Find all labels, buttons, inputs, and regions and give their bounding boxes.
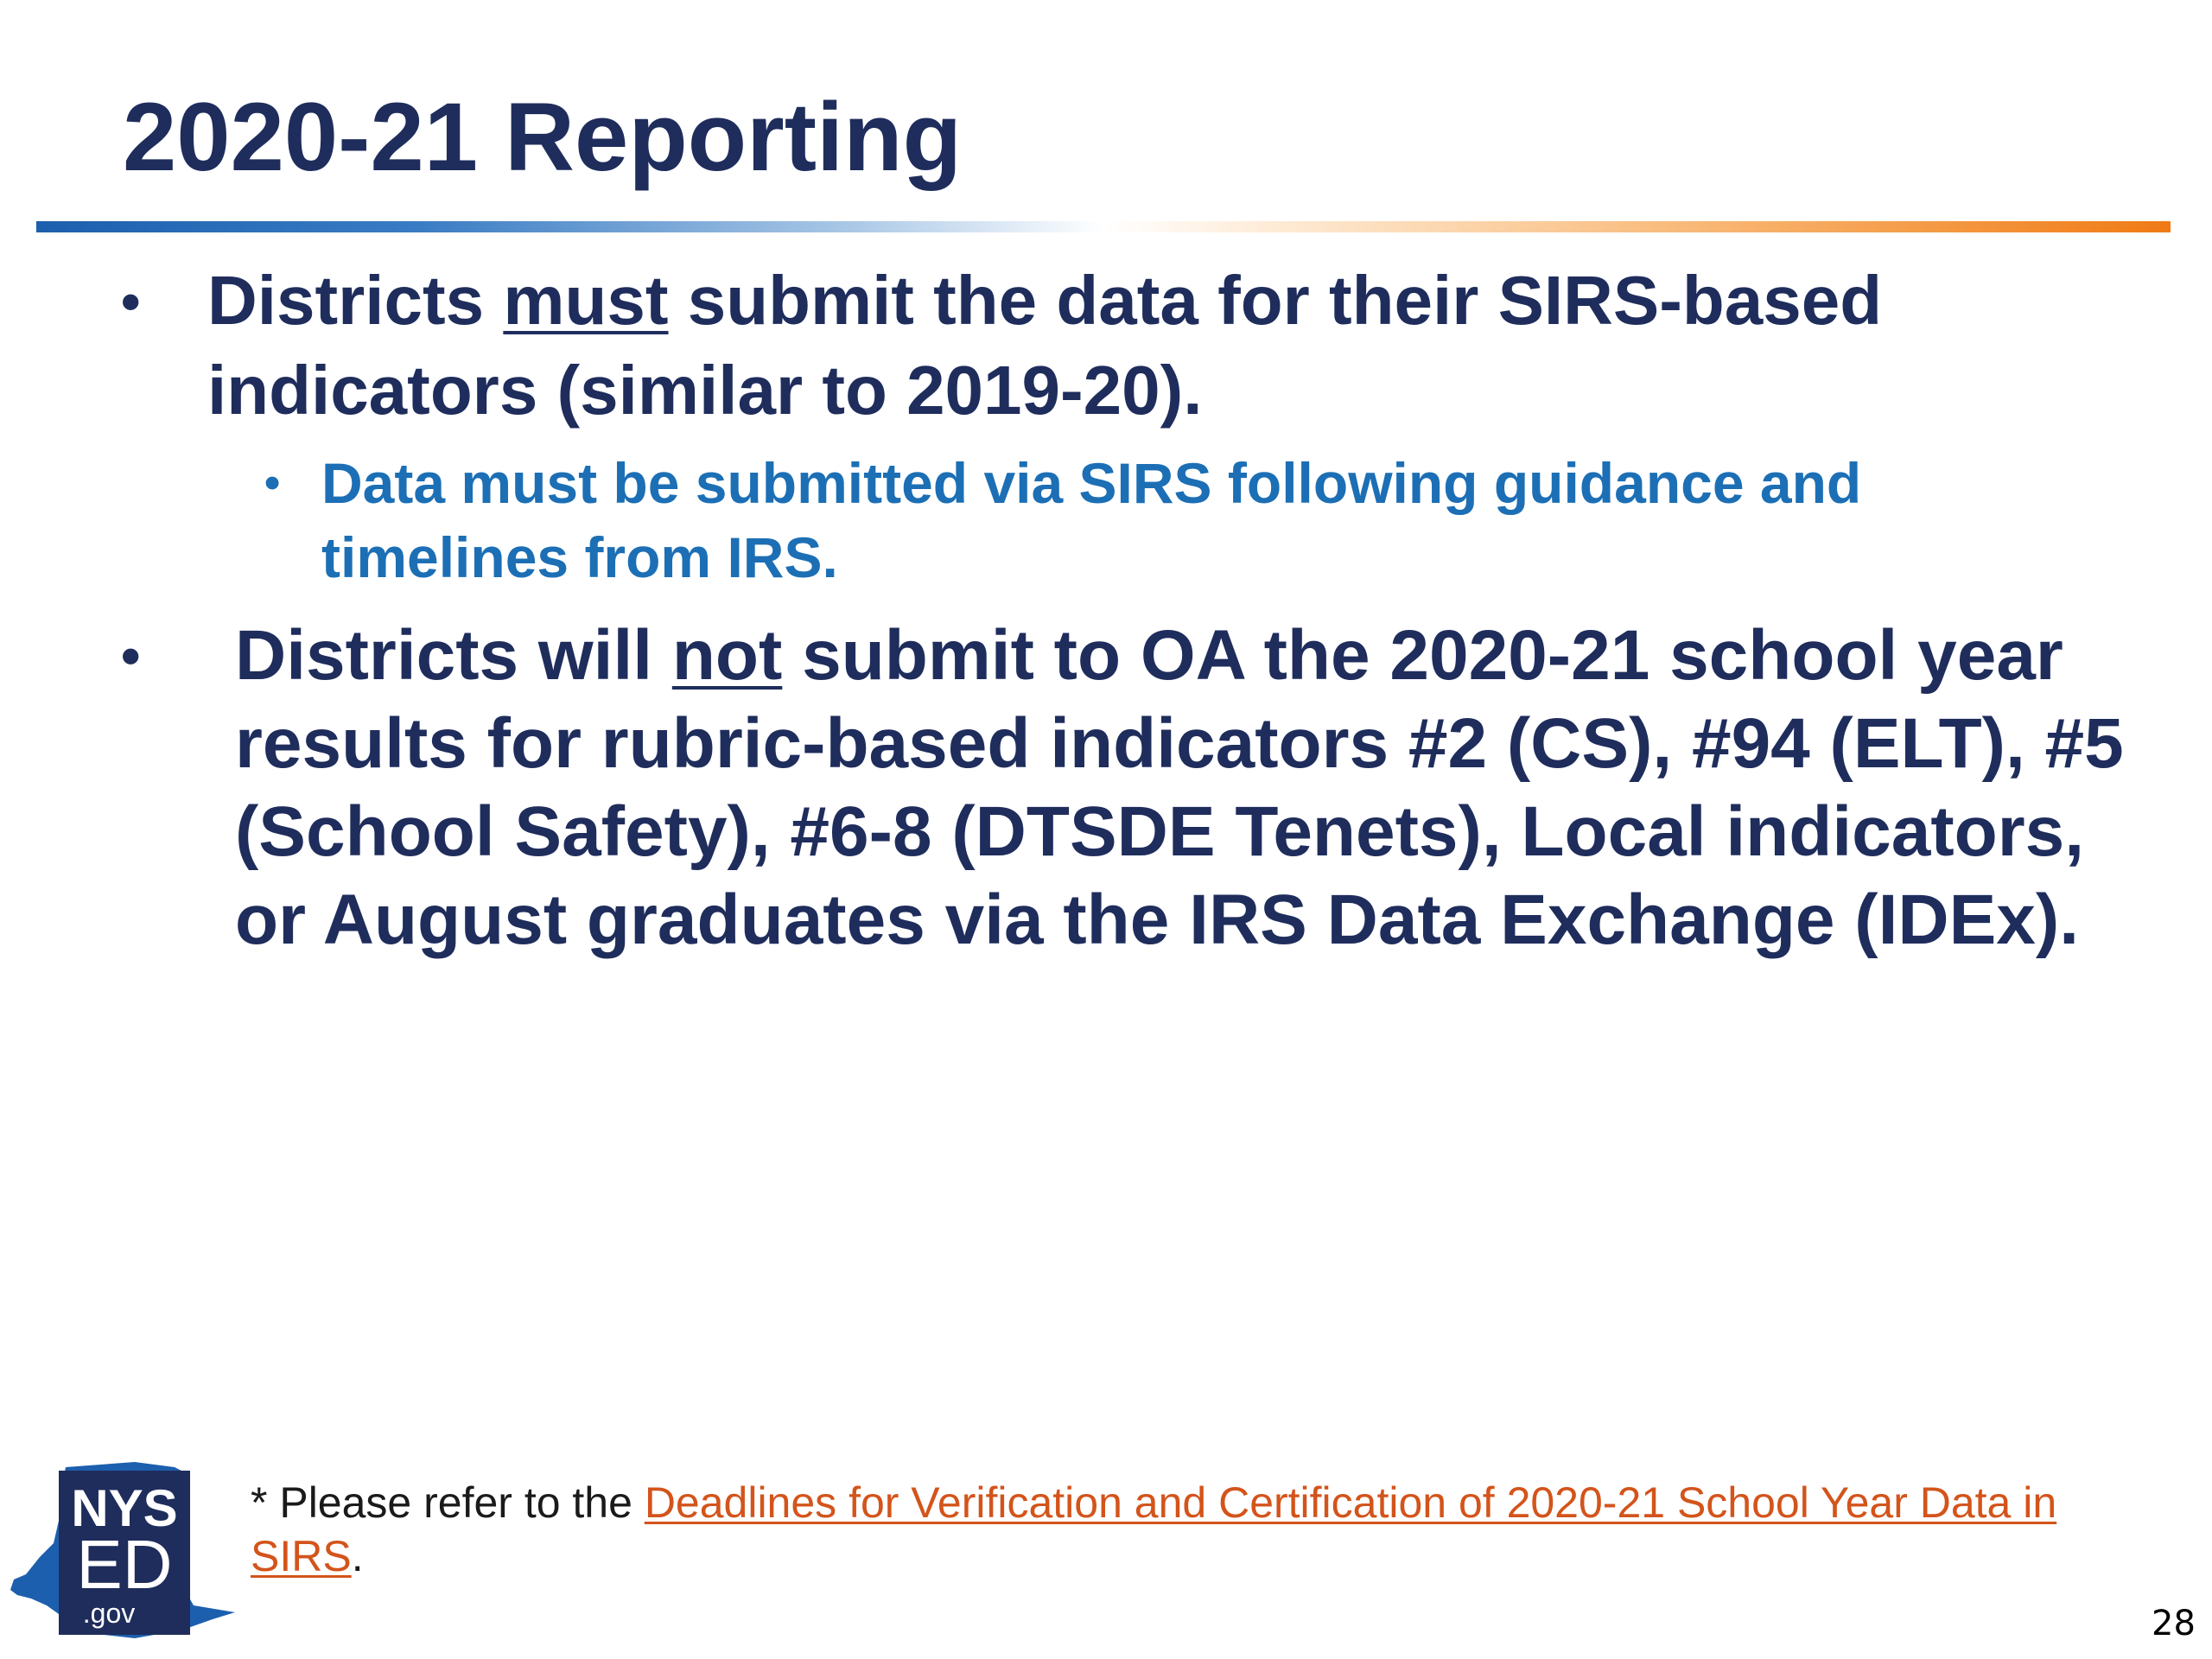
footnote-prefix: * Please refer to the: [251, 1478, 645, 1527]
bullet-marker: •: [121, 270, 141, 333]
bullet-marker: •: [121, 625, 141, 687]
sub-bullet-1-text: Data must be submitted via SIRS following guidance and timelines from IRS.: [321, 451, 1862, 589]
bullet-1-before: Districts: [207, 262, 504, 339]
sub-bullet-1: [264, 446, 2079, 594]
bullet-2: [121, 612, 2134, 964]
bullet-2-emphasis: not: [671, 616, 783, 695]
bullet-1: [121, 256, 2091, 435]
logo-gov-text: .gov: [82, 1598, 136, 1629]
bullet-1-after: submit the data for their SIRS-based indicators (similar to 2019-20).: [207, 262, 1883, 429]
logo-ed-text: ED: [76, 1526, 173, 1603]
bullet-2-before: Districts will: [235, 616, 672, 695]
bullet-2-after: submit to OA the 2020-21 school year results for rubric-based indicators #2 (CS), #94 (ELT), #5 (School Safety), #6-8 (DTSDE Tenets), Local indicators, or August graduates via the IRS Data Exchange (IDEx).: [235, 616, 2124, 959]
bullet-1-emphasis: must: [503, 262, 669, 339]
deadlines-link[interactable]: Deadlines for Verification and Certification of 2020-21 School Year Data in SIRS: [251, 1478, 2057, 1580]
slide-title: 2020-21 Reporting: [123, 83, 962, 191]
bullet-1-text: [207, 256, 2091, 435]
sub-bullet-marker: •: [264, 458, 281, 508]
footnote-suffix: .: [351, 1532, 364, 1580]
footnote: [251, 1476, 2100, 1583]
logo-nys-text: NYS: [71, 1479, 178, 1537]
title-divider: [36, 221, 2171, 232]
nysed-logo: [5, 1460, 237, 1642]
bullet-2-text: [235, 612, 2134, 964]
page-number: 28: [2152, 1604, 2196, 1643]
